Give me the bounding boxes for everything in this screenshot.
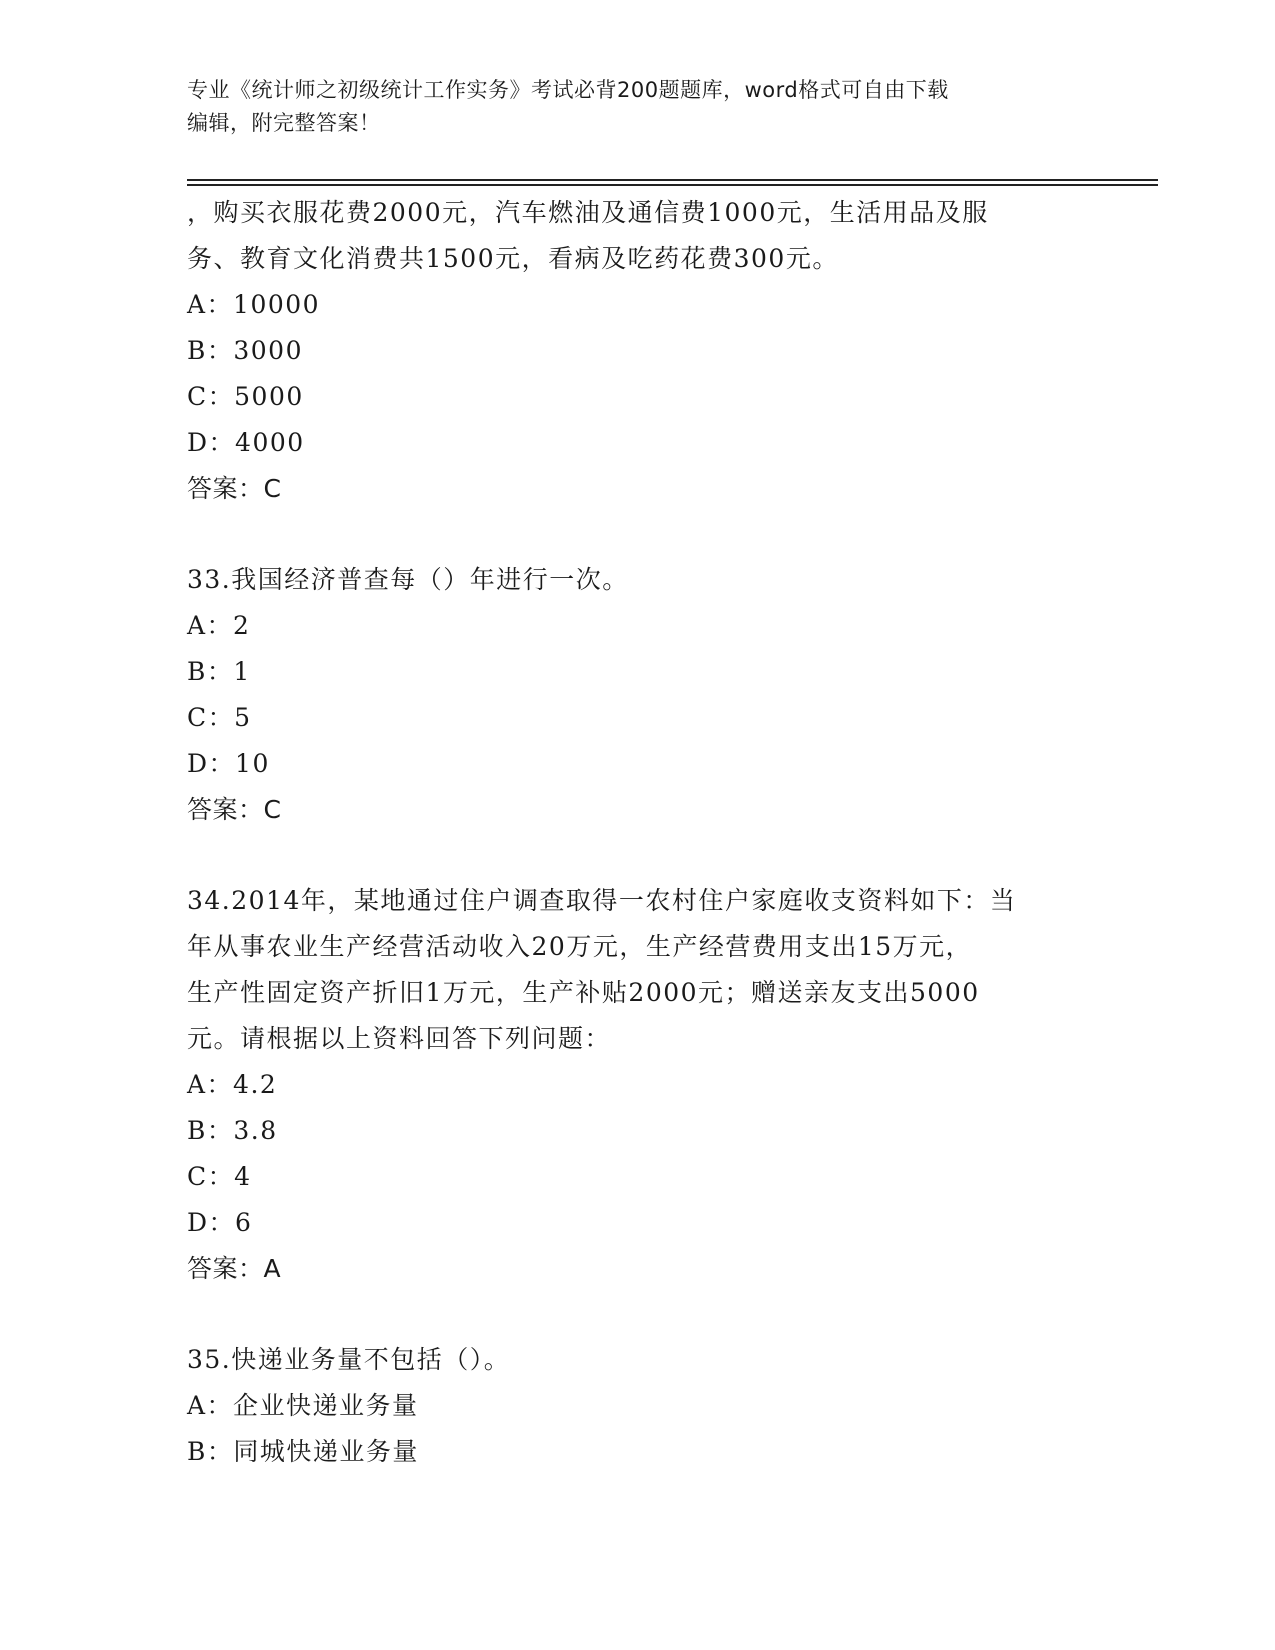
option-c: C：4 — [187, 1162, 252, 1191]
document-header — [187, 74, 1087, 140]
question-list — [187, 190, 1087, 1475]
header-title-line-1: 专业《统计师之初级统计工作实务》考试必背200题题库，word格式可自由下载 — [187, 78, 949, 102]
option-b: B：3000 — [187, 336, 303, 365]
option-a: A：10000 — [187, 290, 321, 319]
question-35 — [187, 1337, 1087, 1475]
option-c: C：5 — [187, 703, 252, 732]
question-33 — [187, 557, 1087, 833]
question-text-line: 年从事农业生产经营活动收入20万元，生产经营费用支出15万元， — [187, 932, 973, 961]
answer-label: 答案：A — [187, 1254, 282, 1283]
option-c: C：5000 — [187, 382, 304, 411]
option-b: B：1 — [187, 657, 251, 686]
header-title-line-2: 编辑，附完整答案！ — [187, 111, 381, 135]
question-text: 35.快递业务量不包括（）。 — [187, 1345, 511, 1374]
option-b: B：3.8 — [187, 1116, 278, 1145]
question-gap — [187, 512, 1087, 557]
answer-label: 答案：C — [187, 795, 282, 824]
option-d: D：10 — [187, 749, 270, 778]
option-a: A：4.2 — [187, 1070, 278, 1099]
option-d: D：4000 — [187, 428, 305, 457]
answer-label: 答案：C — [187, 474, 282, 503]
option-b: B：同城快递业务量 — [187, 1437, 419, 1466]
question-text-line: 生产性固定资产折旧1万元，生产补贴2000元；赠送亲友支出5000 — [187, 978, 980, 1007]
header-divider-bottom — [187, 184, 1158, 186]
option-d: D：6 — [187, 1208, 253, 1237]
question-gap — [187, 833, 1087, 878]
question-text-line: 元。请根据以上资料回答下列问题： — [187, 1024, 612, 1053]
option-a: A：2 — [187, 611, 251, 640]
question-32-continuation — [187, 190, 1087, 512]
question-text-line: 务、教育文化消费共1500元，看病及吃药花费300元。 — [187, 244, 839, 273]
question-text-line: ，购买衣服花费2000元，汽车燃油及通信费1000元，生活用品及服 — [187, 198, 989, 227]
question-34 — [187, 878, 1087, 1292]
question-text-line: 34.2014年，某地通过住户调查取得一农村住户家庭收支资料如下：当 — [187, 886, 1017, 915]
question-text: 33.我国经济普查每（）年进行一次。 — [187, 565, 629, 594]
option-a: A：企业快递业务量 — [187, 1391, 419, 1420]
question-gap — [187, 1292, 1087, 1337]
header-divider-top — [187, 179, 1158, 181]
